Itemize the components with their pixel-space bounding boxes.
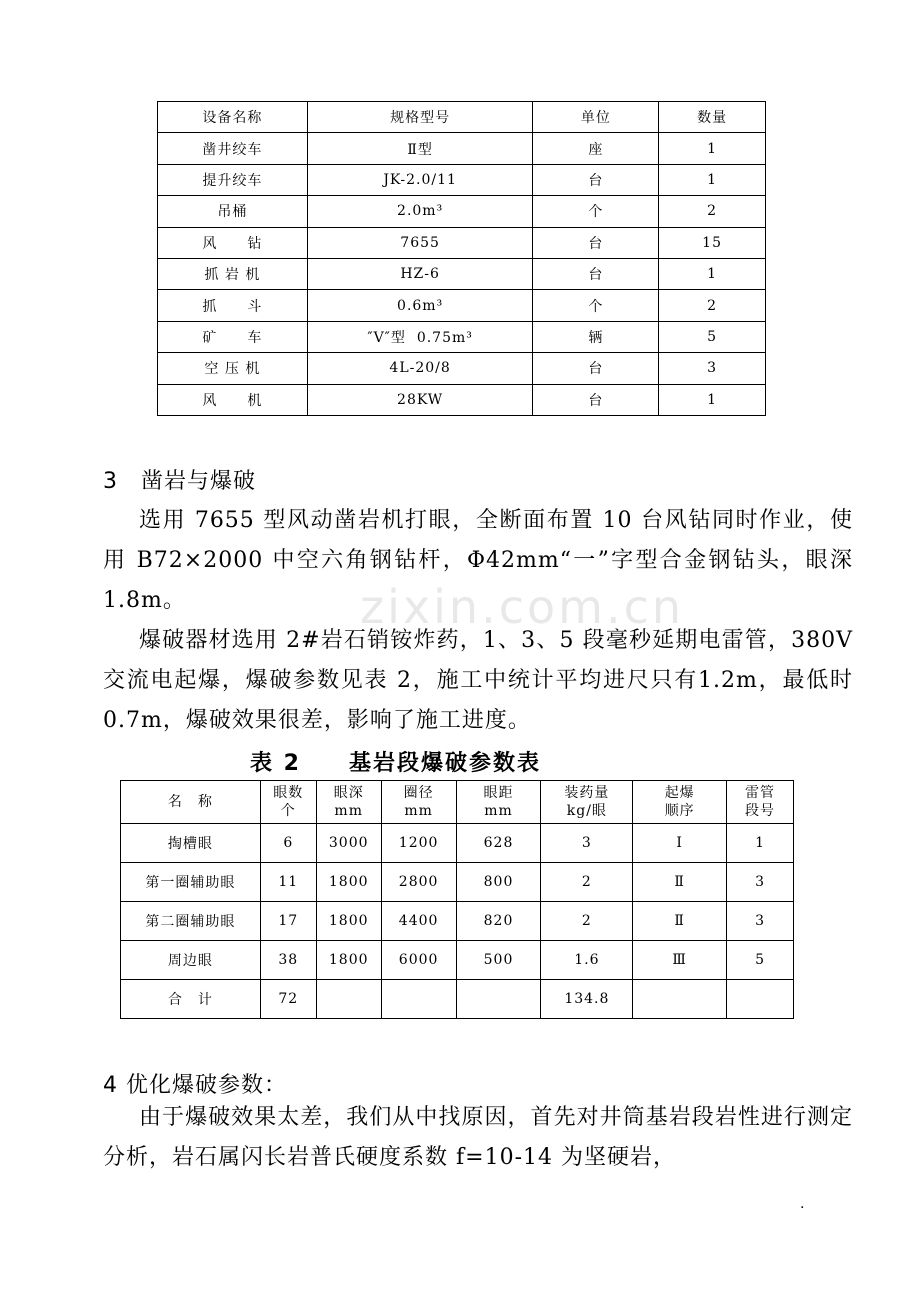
blasting-table-cell: Ⅲ	[633, 941, 727, 980]
equipment-table-cell: 辆	[533, 321, 659, 352]
equipment-table-cell: 吊桶	[158, 196, 308, 227]
blasting-table-cell: 1	[727, 824, 794, 863]
equipment-table-row	[158, 133, 766, 164]
equipment-table-cell: 风 钻	[158, 227, 308, 258]
blasting-table-cell: 3000	[316, 824, 381, 863]
blasting-table-cell: 4400	[381, 902, 456, 941]
blasting-table-cell: 1800	[316, 902, 381, 941]
blasting-table-row	[121, 980, 794, 1019]
equipment-table-cell: ″V″型 0.75m³	[307, 321, 533, 352]
equipment-table-cell: 座	[533, 133, 659, 164]
equipment-table-header-cell: 规格型号	[307, 102, 533, 133]
section-3-paragraph-1: 选用 7655 型风动凿岩机打眼，全断面布置 10 台风钻同时作业，使用 B72×2000 中空六角钢钻杆，Φ42mm“一”字型合金钢钻头，眼深 1.8m。	[103, 508, 853, 613]
watermark: zixin.com.cn	[360, 580, 685, 634]
equipment-table-row	[158, 196, 766, 227]
equipment-table-cell: 2.0m³	[307, 196, 533, 227]
blasting-table-header-cell: 雷管 段号	[727, 781, 794, 824]
blasting-table-row	[121, 824, 794, 863]
blasting-table-cell	[381, 980, 456, 1019]
equipment-table-cell: 2	[659, 196, 766, 227]
equipment-table-row	[158, 164, 766, 195]
equipment-table-cell: 空 压 机	[158, 353, 308, 384]
equipment-table-cell: 28KW	[307, 384, 533, 415]
blasting-table-cell: 628	[456, 824, 541, 863]
equipment-table-cell: Ⅱ型	[307, 133, 533, 164]
blasting-table-cell: 第二圈辅助眼	[121, 902, 261, 941]
blasting-table-cell: 3	[727, 863, 794, 902]
equipment-table-header-row	[158, 102, 766, 133]
blasting-table-cell: 1200	[381, 824, 456, 863]
blasting-table-row	[121, 941, 794, 980]
section-4-heading: 4 优化爆破参数：	[103, 1073, 287, 1098]
equipment-table-cell: 凿井绞车	[158, 133, 308, 164]
blasting-table-header-cell: 眼深 mm	[316, 781, 381, 824]
blasting-table-cell	[316, 980, 381, 1019]
equipment-table-cell: 5	[659, 321, 766, 352]
blasting-table-cell: 2	[541, 863, 633, 902]
equipment-table-row	[158, 258, 766, 289]
equipment-table-cell: 提升绞车	[158, 164, 308, 195]
equipment-table-cell: 台	[533, 227, 659, 258]
section-3-heading: 3 凿岩与爆破	[103, 469, 256, 494]
section-4-paragraph-1: 由于爆破效果太差，我们从中找原因，首先对井筒基岩段岩性进行测定分析，岩石属闪长岩普氏硬度系数 f=10-14 为坚硬岩，	[103, 1105, 853, 1170]
blasting-table-cell: Ⅱ	[633, 902, 727, 941]
equipment-table-cell: 台	[533, 164, 659, 195]
blasting-table-cell: 1800	[316, 863, 381, 902]
equipment-table-cell: 3	[659, 353, 766, 384]
equipment-table-cell: 7655	[307, 227, 533, 258]
blasting-table-cell: 合 计	[121, 980, 261, 1019]
section-3-paragraph-2: 爆破器材选用 2#岩石销铵炸药，1、3、5 段毫秒延期电雷管，380V 交流电起爆，爆破参数见表 2，施工中统计平均进尺只有1.2m，最低时 0.7m，爆破效果很差，影响了施工进度。	[103, 628, 853, 733]
blasting-table-cell	[633, 980, 727, 1019]
blasting-table-cell	[456, 980, 541, 1019]
equipment-table-row	[158, 227, 766, 258]
equipment-table-cell: 15	[659, 227, 766, 258]
blasting-table-cell: 500	[456, 941, 541, 980]
equipment-table-cell: HZ-6	[307, 258, 533, 289]
blasting-table-cell: 134.8	[541, 980, 633, 1019]
equipment-table-cell: 2	[659, 290, 766, 321]
blasting-table-cell: Ⅱ	[633, 863, 727, 902]
equipment-table-cell: 风 机	[158, 384, 308, 415]
blasting-table-cell: 周边眼	[121, 941, 261, 980]
blasting-table-row	[121, 863, 794, 902]
equipment-table-cell: 台	[533, 258, 659, 289]
blasting-table-cell: 6	[260, 824, 316, 863]
blasting-table-cell: 820	[456, 902, 541, 941]
equipment-table-cell: 抓 岩 机	[158, 258, 308, 289]
blasting-table-header-cell: 名 称	[121, 781, 261, 824]
blasting-table-header-cell: 眼距 mm	[456, 781, 541, 824]
equipment-table-cell: 抓 斗	[158, 290, 308, 321]
blasting-table-cell	[727, 980, 794, 1019]
blasting-table-header-row	[121, 781, 794, 824]
equipment-table-row	[158, 384, 766, 415]
equipment-table-row	[158, 321, 766, 352]
blasting-table-cell: 3	[727, 902, 794, 941]
equipment-table-cell: 0.6m³	[307, 290, 533, 321]
table-2-caption: 表 2 基岩段爆破参数表	[250, 751, 541, 776]
equipment-table-row	[158, 353, 766, 384]
equipment-table-header-cell: 单位	[533, 102, 659, 133]
equipment-table-header-cell: 设备名称	[158, 102, 308, 133]
blasting-table-header-cell: 装药量 kg/眼	[541, 781, 633, 824]
blasting-table-header-cell: 圈径 mm	[381, 781, 456, 824]
blasting-table-cell: 6000	[381, 941, 456, 980]
equipment-table-cell: 1	[659, 258, 766, 289]
blasting-table-row	[121, 902, 794, 941]
blasting-table-cell: Ⅰ	[633, 824, 727, 863]
equipment-table-cell: 台	[533, 384, 659, 415]
blasting-table-cell: 11	[260, 863, 316, 902]
blasting-table-cell: 38	[260, 941, 316, 980]
equipment-table	[157, 101, 766, 416]
blasting-table-cell: 2	[541, 902, 633, 941]
equipment-table-row	[158, 290, 766, 321]
equipment-table-cell: 1	[659, 384, 766, 415]
blasting-table-cell: 3	[541, 824, 633, 863]
blasting-table-cell: 17	[260, 902, 316, 941]
blasting-table-cell: 72	[260, 980, 316, 1019]
blasting-table-cell: 掏槽眼	[121, 824, 261, 863]
equipment-table-cell: 1	[659, 164, 766, 195]
blasting-table-cell: 2800	[381, 863, 456, 902]
blasting-table-cell: 5	[727, 941, 794, 980]
blasting-table-cell: 第一圈辅助眼	[121, 863, 261, 902]
blasting-table-header-cell: 起爆 顺序	[633, 781, 727, 824]
blasting-table-header-cell: 眼数 个	[260, 781, 316, 824]
blasting-parameter-table	[120, 780, 794, 1019]
equipment-table-cell: 4L-20/8	[307, 353, 533, 384]
blasting-table-cell: 1.6	[541, 941, 633, 980]
footer-dot: .	[800, 1196, 805, 1212]
equipment-table-cell: 台	[533, 353, 659, 384]
equipment-table-cell: 个	[533, 290, 659, 321]
equipment-table-cell: 个	[533, 196, 659, 227]
blasting-table-cell: 800	[456, 863, 541, 902]
equipment-table-cell: 矿 车	[158, 321, 308, 352]
blasting-table-cell: 1800	[316, 941, 381, 980]
equipment-table-cell: 1	[659, 133, 766, 164]
equipment-table-cell: JK-2.0/11	[307, 164, 533, 195]
equipment-table-header-cell: 数量	[659, 102, 766, 133]
